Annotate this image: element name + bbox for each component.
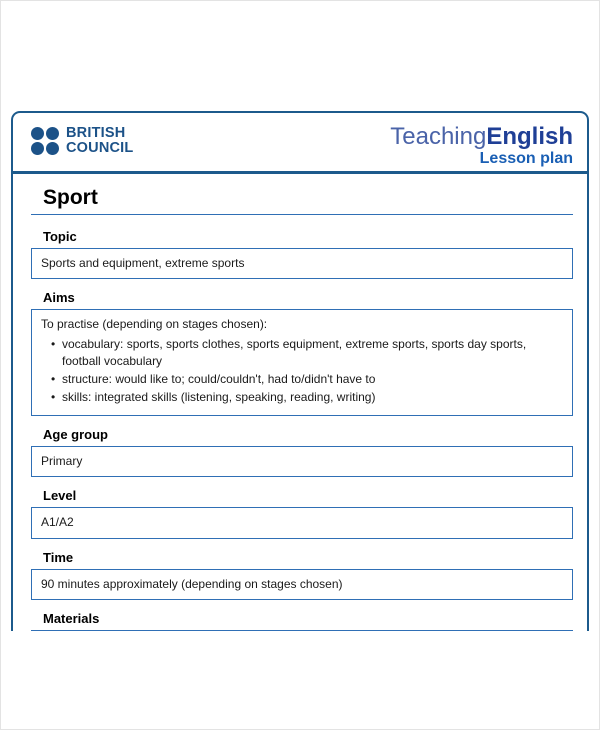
organisation-line-2: COUNCIL — [66, 139, 134, 156]
british-council-wordmark — [66, 126, 133, 156]
brand-subtitle: Lesson plan — [479, 150, 573, 168]
page-title: Sport — [31, 174, 573, 215]
field-materials — [31, 611, 573, 631]
field-label-aims: Aims — [43, 290, 75, 306]
field-value-aims[interactable] — [31, 309, 573, 416]
field-value-materials[interactable] — [31, 630, 573, 631]
list-item: • structure: would like to; could/couldn't, had to/didn't have to — [62, 371, 563, 388]
logo-dot-icon — [31, 142, 44, 155]
list-item: • vocabulary: sports, sports clothes, sports equipment, extreme sports, sports day sports, football vocabulary — [62, 336, 563, 370]
field-label-time: Time — [43, 549, 74, 565]
field-value-time[interactable]: 90 minutes approximately (depending on stages chosen) — [31, 569, 573, 600]
aims-list — [41, 336, 563, 406]
field-label-level: Level — [43, 488, 77, 504]
field-time — [31, 550, 573, 600]
field-aims — [31, 290, 573, 416]
field-label-age-group: Age group — [43, 426, 108, 442]
british-council-dots-icon — [31, 127, 59, 155]
brand-english-word: English — [486, 123, 573, 150]
field-value-age-group[interactable]: Primary — [31, 446, 573, 477]
field-topic — [31, 229, 573, 279]
field-age-group — [31, 427, 573, 477]
list-item: • skills: integrated skills (listening, speaking, reading, writing) — [62, 389, 563, 406]
organisation-line-1: BRITISH — [66, 125, 126, 141]
field-label-topic: Topic — [43, 229, 77, 244]
field-label-materials: Materials — [43, 611, 100, 627]
document-frame — [11, 111, 589, 631]
field-value-topic[interactable]: Sports and equipment, extreme sports — [31, 248, 573, 279]
logo-dot-icon — [31, 127, 44, 140]
brand-title — [390, 124, 573, 149]
document-header — [13, 113, 587, 171]
logo-dot-icon — [46, 142, 59, 155]
logo-dot-icon — [46, 127, 59, 140]
document-body — [13, 174, 587, 631]
brand-teaching-word: Teaching — [390, 123, 487, 150]
field-value-level[interactable]: A1/A2 — [31, 507, 573, 538]
field-level — [31, 488, 573, 538]
british-council-logo — [31, 126, 133, 156]
aims-intro: To practise (depending on stages chosen): — [41, 317, 268, 332]
teaching-english-brand — [390, 124, 573, 169]
